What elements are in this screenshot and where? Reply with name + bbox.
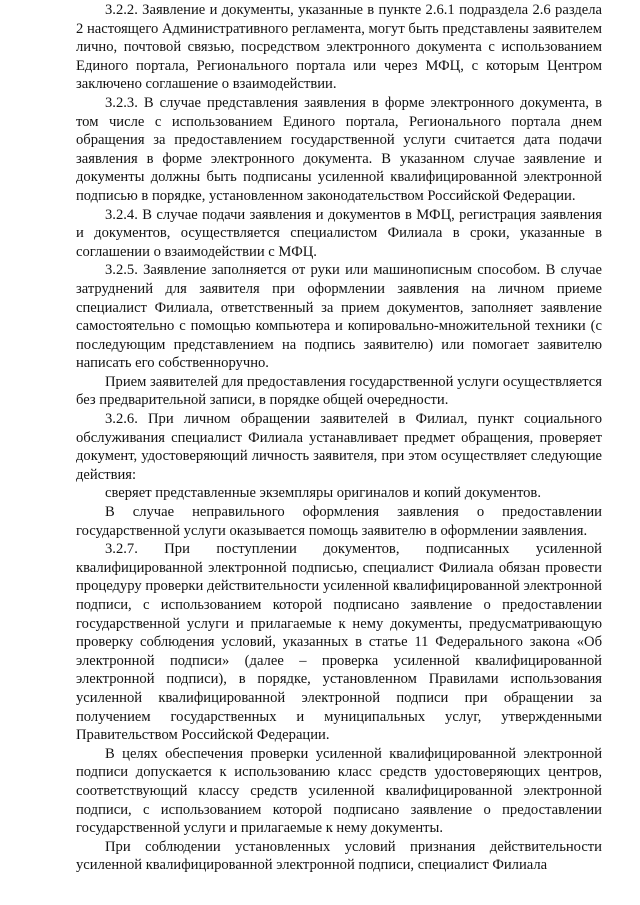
paragraph-3-2-7: 3.2.7. При поступлении документов, подписанных усиленной квалифицированной электронной подписью, специалист Филиала обязан провести процедуру проверки действительности усиленной квалифицированной электронной подписи, с использованием которой подписано заявление о предоставлении государственной услуги и прилагаемые к нему документы, предусматривающую проверку соблюдения условий, указанных в статье 11 Федерального закона «Об электронной подписи» (далее – проверка усиленной квалифицированной электронной подписи), в порядке, установленном Правилами использования усиленной квалифицированной электронной подписи при обращении за получением государственных и муниципальных услуг, утвержденными Правительством Российской Федерации.: [76, 541, 602, 744]
paragraph-signature-valid: При соблюдении установленных условий признания действительности усиленной квалифицированной электронной подписи, специалист Филиала: [76, 838, 602, 874]
paragraph-3-2-5: 3.2.5. Заявление заполняется от руки или машинописным способом. В случае затруднений для заявителя при оформлении заявления на личном приеме специалист Филиала, ответственный за прием документов, заполняет заявление самостоятельно с помощью компьютера и копировально-множительной техники (с последующим представлением на подпись заявителю) или помогает заявителю написать его собственноручно.: [76, 262, 602, 372]
paragraph-reception: Прием заявителей для предоставления государственной услуги осуществляется без предварительной записи, в порядке общей очередности.: [76, 373, 602, 409]
paragraph-3-2-4: 3.2.4. В случае подачи заявления и документов в МФЦ, регистрация заявления и документов, осуществляется специалистом Филиала в сроки, указанные в соглашении о взаимодействии с МФЦ.: [76, 206, 602, 260]
paragraph-3-2-6: 3.2.6. При личном обращении заявителей в Филиал, пункт социального обслуживания специалист Филиала устанавливает предмет обращения, проверяет документ, удостоверяющий личность заявителя, при этом осуществляет следующие действия:: [76, 411, 602, 483]
paragraph-3-2-3: 3.2.3. В случае представления заявления в форме электронного документа, в том числе с использованием Единого портала, Регионального портала днем обращения за предоставлением государственной услуги считается дата подачи заявления в форме электронного документа. В указанном случае заявление и документы должны быть подписаны усиленной квалифицированной электронной подписью в порядке, установленном законодательством Российской Федерации.: [76, 94, 602, 204]
paragraph-signature-check: В целях обеспечения проверки усиленной квалифицированной электронной подписи допускается к использованию класс средств удостоверяющих центров, соответствующий классу средств усиленной квалифицированной электронной подписи, с использованием которой подписано заявление о предоставлении государственной услуги и прилагаемые к нему документы.: [76, 745, 602, 837]
document-page: [76, 1, 602, 875]
paragraph-3-2-2: 3.2.2. Заявление и документы, указанные в пункте 2.6.1 подраздела 2.6 раздела 2 настоящего Административного регламента, могут быть представлены заявителем лично, почтовой связью, посредством электронного документа с использованием Единого портала, Регионального портала или через МФЦ, с которым Центром заключено соглашение о взаимодействии.: [76, 2, 602, 93]
paragraph-verify-copies: сверяет представленные экземпляры оригиналов и копий документов.: [105, 485, 541, 502]
paragraph-incorrect-form: В случае неправильного оформления заявления о предоставлении государственной услуги оказывается помощь заявителю в оформлении заявления.: [76, 504, 602, 539]
